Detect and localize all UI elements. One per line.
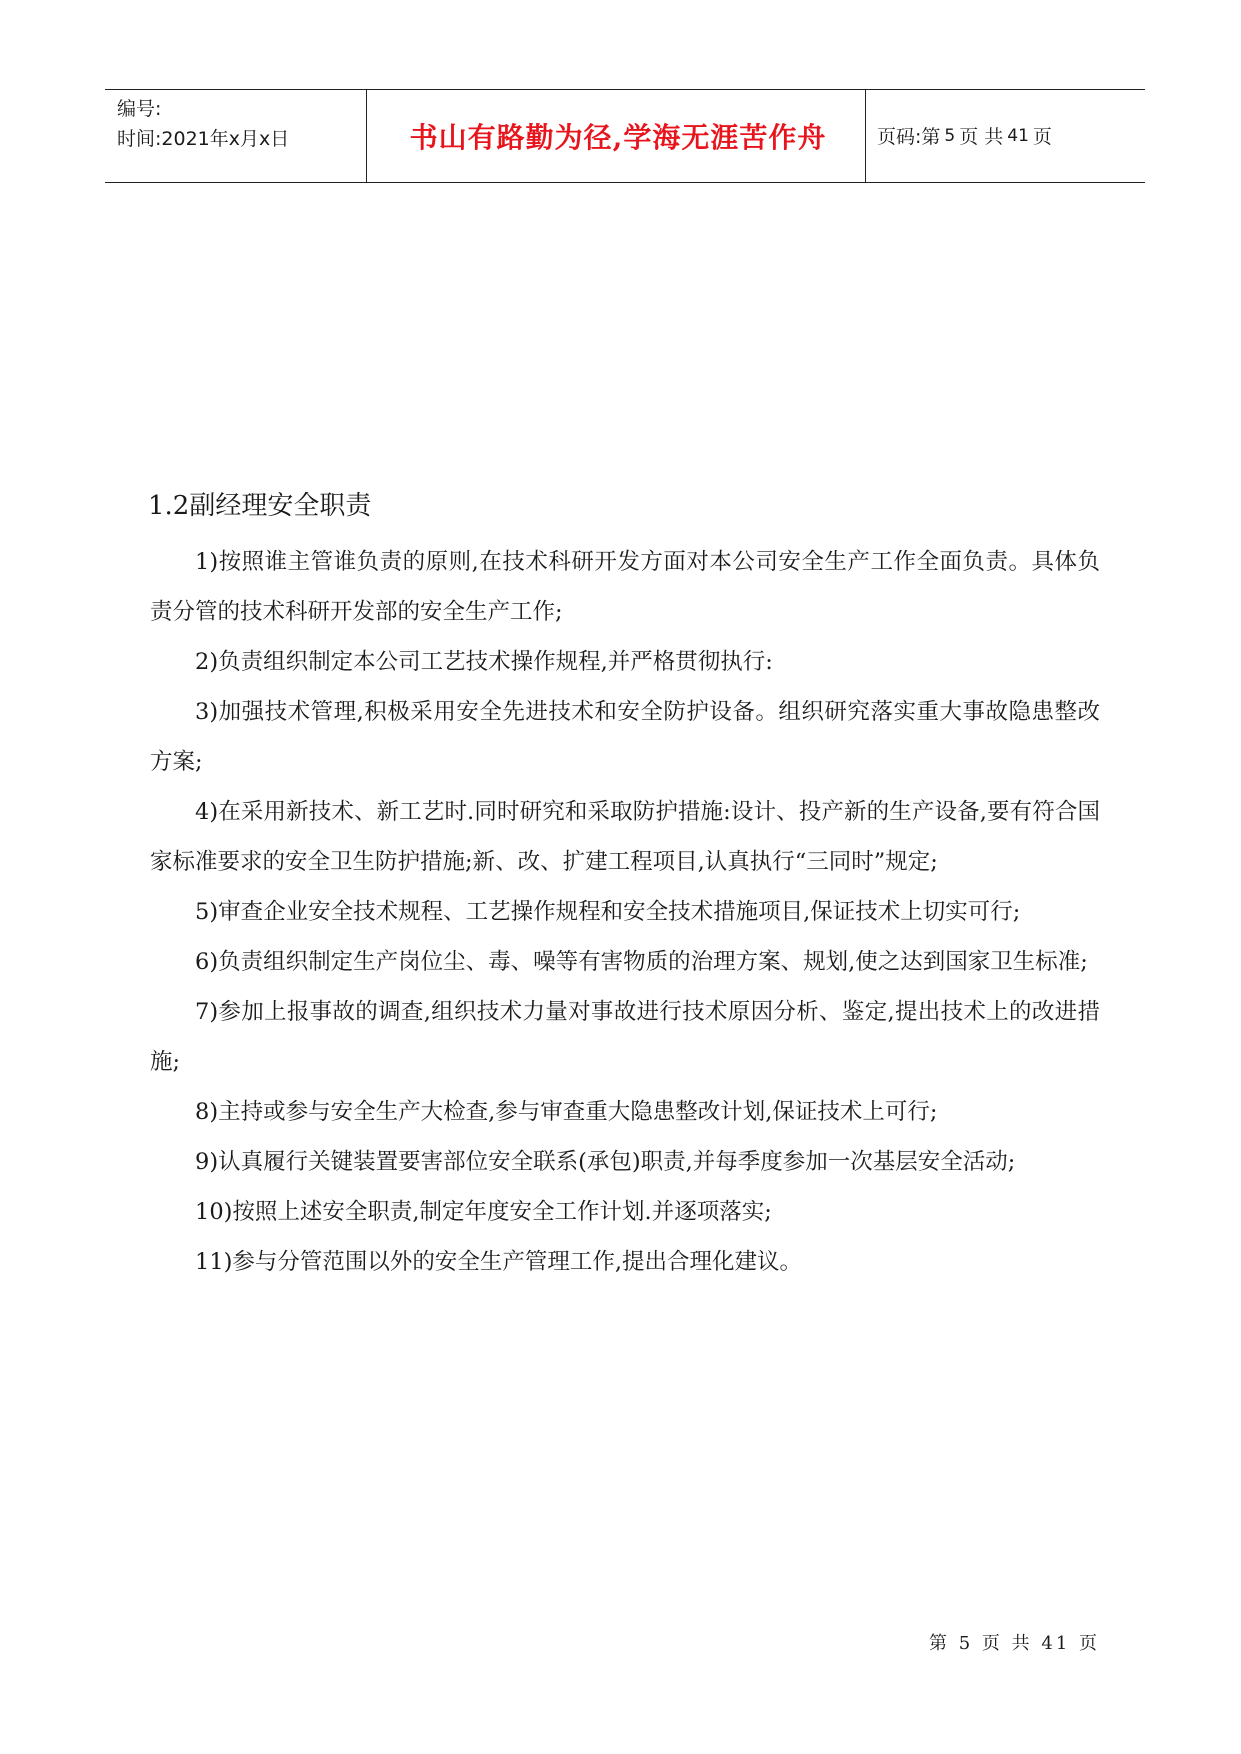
paragraph-9: 9)认真履行关键装置要害部位安全联系(承包)职责,并每季度参加一次基层安全活动; (195, 1149, 1016, 1175)
paragraph-1: 1)按照谁主管谁负责的原则,在技术科研开发方面对本公司安全生产工作全面负责。具体负责分管的技术科研开发部的安全生产工作; (150, 549, 1100, 625)
paragraph-7: 7)参加上报事故的调查,组织技术力量对事故进行技术原因分析、鉴定,提出技术上的改进措施; (150, 999, 1100, 1075)
document-number-label: 编号: (117, 98, 162, 120)
paragraph-4: 4)在采用新技术、新工艺时.同时研究和采取防护措施:设计、投产新的生产设备,要有符合国家标准要求的安全卫生防护措施;新、改、扩建工程项目,认真执行“三同时”规定; (150, 799, 1100, 875)
header-motto: 书山有路勤为径,学海无涯苦作舟 (409, 120, 827, 154)
document-body (150, 485, 1100, 1287)
page-middle: 页 共 (959, 126, 1004, 148)
header-page-indicator (877, 90, 1052, 181)
document-time: 时间:2021年x月x日 (117, 128, 290, 150)
header-divider-left (366, 90, 367, 182)
page-prefix: 页码:第 (877, 126, 941, 148)
header-meta (117, 94, 289, 154)
page-footer: 第 5 页 共 41 页 (929, 1633, 1100, 1654)
page-header (105, 89, 1145, 183)
page-suffix: 页 (1032, 126, 1052, 148)
section-title: 1.2副经理安全职责 (148, 491, 372, 521)
paragraph-2: 2)负责组织制定本公司工艺技术操作规程,并严格贯彻执行: (195, 649, 773, 675)
paragraph-6: 6)负责组织制定生产岗位尘、毒、噪等有害物质的治理方案、规划,使之达到国家卫生标准; (195, 949, 1088, 975)
paragraph-8: 8)主持或参与安全生产大检查,参与审查重大隐患整改计划,保证技术上可行; (195, 1099, 938, 1125)
header-divider-right (865, 90, 866, 182)
page-total: 41 (1007, 125, 1029, 146)
paragraph-11: 11)参与分管范围以外的安全生产管理工作,提出合理化建议。 (195, 1249, 803, 1275)
page-current: 5 (944, 125, 956, 146)
paragraph-5: 5)审查企业安全技术规程、工艺操作规程和安全技术措施项目,保证技术上切实可行; (195, 899, 1021, 925)
paragraph-10: 10)按照上述安全职责,制定年度安全工作计划.并逐项落实; (195, 1199, 772, 1225)
paragraph-3: 3)加强技术管理,积极采用安全先进技术和安全防护设备。组织研究落实重大事故隐患整改方案; (150, 699, 1100, 775)
